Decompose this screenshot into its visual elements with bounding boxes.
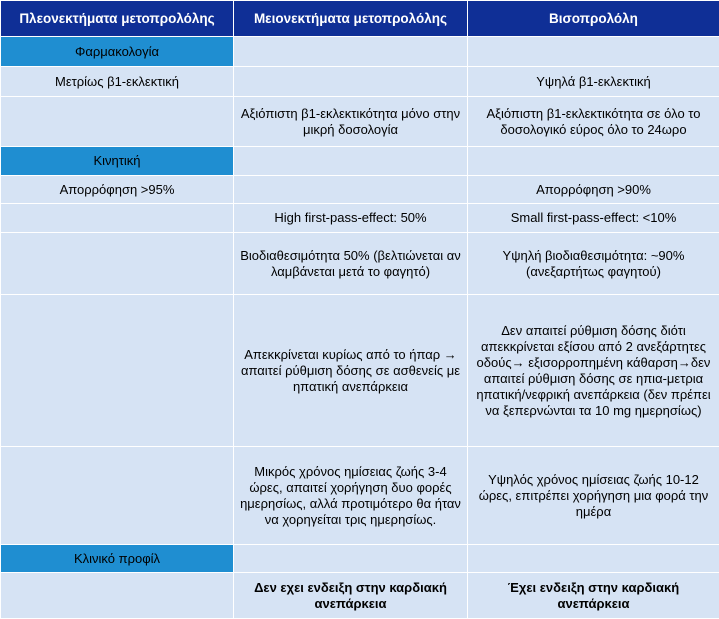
- table-cell: [1, 97, 234, 147]
- section-label: Φαρμακολογία: [1, 37, 234, 67]
- table-cell: Έχει ενδειξη στην καρδιακή ανεπάρκεια: [468, 573, 719, 619]
- table-row: [1, 204, 719, 233]
- table-cell: [468, 545, 719, 573]
- table-cell: [1, 233, 234, 295]
- table-cell: Βιοδιαθεσιμότητα 50% (βελτιώνεται αν λαμβάνεται μετά το φαγητό): [234, 233, 468, 295]
- header-bisoprolol: Βισοπρολόλη: [468, 1, 719, 37]
- table-cell: Υψηλή βιοδιαθεσιμότητα: ~90% (ανεξαρτήτως φαγητού): [468, 233, 719, 295]
- table-cell: Απεκκρίνεται κυρίως από το ήπαρ → απαιτεί ρύθμιση δόσης σε ασθενείς με ηπατική ανεπάρκεια: [234, 295, 468, 447]
- table-cell: [1, 573, 234, 619]
- table-cell: Δεν εχει ενδειξη στην καρδιακή ανεπάρκεια: [234, 573, 468, 619]
- table-row: [1, 295, 719, 447]
- table-cell: [234, 545, 468, 573]
- table-cell: Απορρόφηση >90%: [468, 176, 719, 204]
- table-row: [1, 147, 719, 176]
- table-row: [1, 67, 719, 97]
- table-cell: [234, 67, 468, 97]
- table-cell: High first-pass-effect: 50%: [234, 204, 468, 233]
- table-row: [1, 176, 719, 204]
- table-row: [1, 447, 719, 545]
- table-cell: [1, 295, 234, 447]
- table-row: [1, 97, 719, 147]
- header-metoprolol-advantages: Πλεονεκτήματα μετοπρολόλης: [1, 1, 234, 37]
- table-cell: Απορρόφηση >95%: [1, 176, 234, 204]
- table-cell: [468, 147, 719, 176]
- table-cell: Μετρίως β1-εκλεκτική: [1, 67, 234, 97]
- table-cell: [234, 37, 468, 67]
- table-cell: [234, 176, 468, 204]
- section-label: Κινητική: [1, 147, 234, 176]
- table-cell: Υψηλός χρόνος ημίσειας ζωής 10-12 ώρες, επιτρέπει χορήγηση μια φορά την ημέρα: [468, 447, 719, 545]
- table-cell: Αξιόπιστη β1-εκλεκτικότητα μόνο στην μικρή δοσολογία: [234, 97, 468, 147]
- table-row: [1, 233, 719, 295]
- table-row: [1, 545, 719, 573]
- table-cell: [1, 447, 234, 545]
- table-cell: [1, 204, 234, 233]
- header-metoprolol-disadvantages: Μειονεκτήματα μετοπρολόλης: [234, 1, 468, 37]
- table-cell: Υψηλά β1-εκλεκτική: [468, 67, 719, 97]
- table-cell: Μικρός χρόνος ημίσειας ζωής 3-4 ώρες, απαιτεί χορήγηση δυο φορές ημερησίως, αλλά προτιμότερο θα ήταν να χορηγείται τρις ημερησίως.: [234, 447, 468, 545]
- table-cell: [234, 147, 468, 176]
- table-row: [1, 573, 719, 619]
- section-label: Κλινικό προφίλ: [1, 545, 234, 573]
- table-cell: Δεν απαιτεί ρύθμιση δόσης διότι απεκκρίνεται εξίσου από 2 ανεξάρτητες οδούς→ εξισορροπημένη κάθαρση→δεν απαιτεί ρύθμιση δόσης σε ηπια-μετρια ηπατική/νεφρική ανεπάρκεια (δεν πρέπει να ξεπερνώνται τα 10 mg ημερησίως): [468, 295, 719, 447]
- table-cell: [468, 37, 719, 67]
- header-row: [1, 1, 719, 37]
- table-cell: Αξιόπιστη β1-εκλεκτικότητα σε όλο το δοσολογικό εύρος όλο το 24ωρο: [468, 97, 719, 147]
- table-row: [1, 37, 719, 67]
- table-cell: Small first-pass-effect: <10%: [468, 204, 719, 233]
